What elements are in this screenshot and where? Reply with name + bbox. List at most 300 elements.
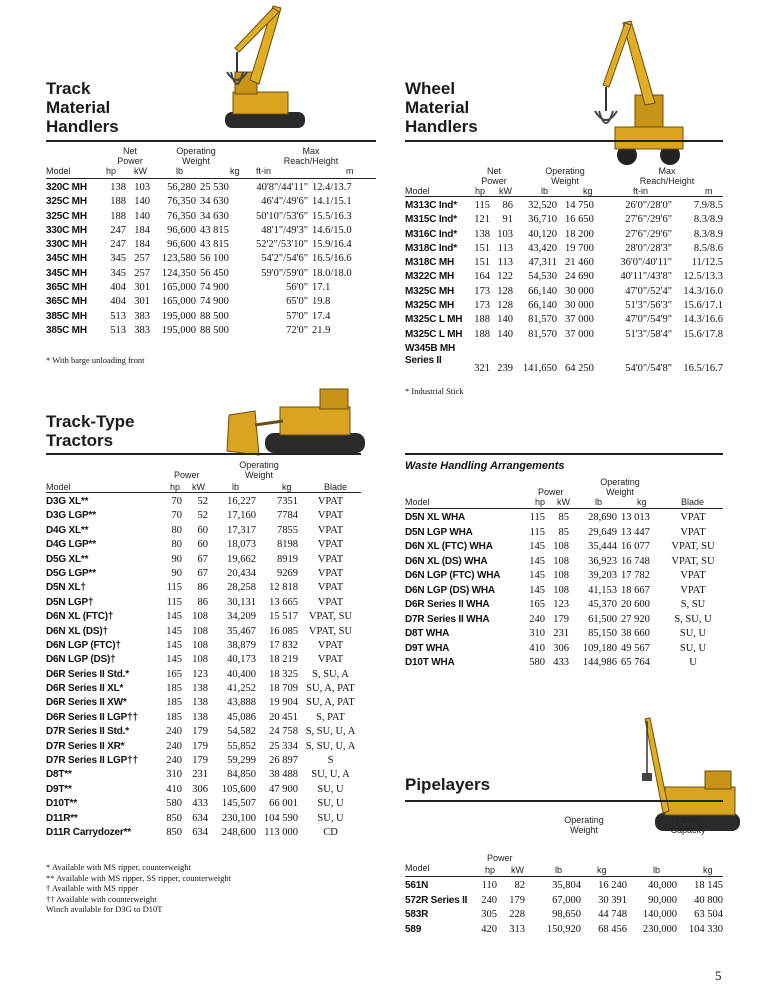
table-row — [46, 626, 361, 640]
track-material-handler-image — [195, 0, 315, 140]
kg-cell: 43 815 — [200, 224, 229, 236]
model-cell: 330C MH — [46, 239, 87, 251]
hp-cell: 145 — [529, 541, 545, 552]
ftin-cell: 26'0"/28'0" — [625, 200, 672, 211]
kw-cell: 257 — [134, 253, 150, 265]
table-row — [405, 628, 723, 643]
wheel-mh-note: * Industrial Stick — [405, 386, 464, 396]
lb-cell: 35,467 — [227, 625, 256, 637]
ftin-cell: 57'0" — [286, 310, 308, 322]
kg-cell: 18 325 — [269, 668, 298, 680]
blade-cell: S — [327, 755, 334, 767]
table-row — [46, 697, 361, 711]
kw-cell: 85 — [558, 526, 569, 538]
model-cell: 561N — [405, 880, 429, 891]
hp-cell: 145 — [166, 654, 182, 666]
hp-cell: 165 — [166, 668, 182, 680]
lb-cell: 165,000 — [161, 282, 196, 294]
lb-cell: 43,888 — [227, 697, 256, 709]
kw-cell: 108 — [192, 654, 208, 666]
kw-cell: 113 — [497, 242, 513, 254]
kg-cell: 12 818 — [269, 582, 298, 594]
lb-cell: 19,662 — [227, 553, 256, 565]
kw-cell: 86 — [197, 582, 208, 594]
kg-cell: 27 920 — [621, 613, 650, 625]
m-cell: 12.5/13.3 — [683, 271, 723, 283]
kg-cell: 104 590 — [263, 812, 298, 824]
lb-cell: 16,227 — [227, 496, 256, 507]
table-row — [46, 296, 376, 310]
kg-cell: 26 897 — [269, 755, 298, 767]
table-row — [405, 570, 723, 585]
blade-cell: VPAT — [317, 553, 344, 565]
lb-cell: 123,580 — [161, 253, 196, 265]
track-type-title: Track-Type Tractors — [46, 412, 135, 450]
kg-cell: 8198 — [277, 539, 298, 551]
model-cell: D6N LGP (FTC) WHA — [405, 570, 501, 581]
lb-cell: 55,852 — [227, 740, 256, 752]
table-row — [46, 225, 376, 239]
pipelayers-rule — [405, 800, 723, 802]
waste-title: Waste Handling Arrangements — [405, 460, 565, 472]
model-cell: D5N LGP† — [46, 596, 94, 608]
blade-cell: S, SU, A — [312, 668, 349, 680]
blade-cell: VPAT — [317, 539, 344, 551]
kw-cell: 231 — [553, 628, 569, 639]
lb-cell: 20,434 — [227, 567, 256, 579]
hp-cell: 121 — [474, 214, 490, 226]
model-cell: D6R Series II XL* — [46, 683, 124, 695]
ftin-cell: 65'0" — [286, 296, 308, 308]
lifting-kg-cell: 104 330 — [688, 923, 723, 935]
blade-cell: VPAT, SU — [308, 611, 353, 623]
hp-cell: 240 — [529, 613, 545, 625]
table-row — [405, 541, 723, 556]
model-cell: 589 — [405, 923, 422, 935]
table-row — [46, 827, 361, 841]
kg-cell: 34 630 — [200, 210, 229, 222]
lb-cell: 39,203 — [588, 570, 617, 581]
lb-cell: 45,370 — [588, 599, 617, 610]
kw-cell: 113 — [497, 257, 513, 269]
kg-cell: 19 700 — [565, 242, 594, 254]
table-row — [405, 300, 723, 314]
track-mh-title: Track Material Handlers — [46, 79, 119, 136]
kw-cell: 179 — [509, 894, 525, 906]
blade-cell: SU, A, PAT — [306, 697, 355, 709]
model-cell: D3G XL** — [46, 496, 89, 507]
lb-cell: 66,140 — [528, 285, 557, 297]
table-row — [46, 510, 361, 524]
hp-cell: 310 — [529, 628, 545, 639]
model-cell: D9T WHA — [405, 642, 450, 654]
kg-cell: 74 900 — [200, 282, 229, 294]
waste-header: Model Power hp kW Operating Weight lb kg Blade — [405, 477, 705, 507]
kg-cell: 20 451 — [269, 711, 298, 723]
kw-cell: 138 — [192, 711, 208, 723]
blade-cell: VPAT — [317, 639, 344, 651]
kg-cell: 7784 — [277, 510, 298, 522]
m-cell: 8.3/8.9 — [693, 228, 723, 240]
pipelayers-header: Model Power hp kW Operating Weight lb kg Lifting Capacity lb kg — [405, 815, 713, 875]
m-cell: 19.8 — [312, 296, 331, 308]
model-cell: D6R Series II Std.* — [46, 668, 129, 680]
lifting-lb-cell: 140,000 — [642, 909, 677, 921]
lb-cell: 40,400 — [227, 668, 256, 680]
kg-cell: 74 900 — [200, 296, 229, 308]
hp-cell: 110 — [481, 880, 497, 891]
table-row — [46, 325, 376, 339]
blade-cell: SU, U — [317, 798, 344, 810]
blade-cell: VPAT, SU — [671, 555, 715, 567]
kw-cell: 60 — [197, 539, 208, 551]
lb-cell: 144,986 — [582, 657, 617, 668]
kg-cell: 18 219 — [269, 654, 298, 666]
model-cell: D6N LGP (DS)† — [46, 654, 116, 666]
kw-cell: 383 — [134, 324, 150, 336]
kw-cell: 86 — [502, 200, 513, 211]
lb-cell: 195,000 — [161, 324, 196, 336]
table-row — [405, 329, 723, 343]
model-cell: D6R Series II LGP†† — [46, 711, 138, 723]
model-cell: 325C MH — [46, 196, 87, 208]
hp-cell: 90 — [171, 567, 182, 579]
wheel-material-handler-image — [575, 15, 695, 170]
kw-cell: 179 — [192, 740, 208, 752]
track-mh-table — [46, 182, 376, 339]
model-cell: D7R Series II LGP†† — [46, 755, 138, 767]
m-cell: 14.6/15.0 — [312, 224, 352, 236]
pipelayers-header-rule — [405, 876, 723, 877]
kw-cell: 82 — [514, 880, 525, 891]
lb-cell: 30,131 — [227, 596, 256, 608]
blade-cell: SU, U — [317, 812, 344, 824]
kg-cell: 38 488 — [269, 769, 298, 781]
table-row — [46, 211, 376, 225]
blade-cell: U — [689, 657, 697, 668]
table-row — [405, 585, 723, 600]
hp-cell: 513 — [110, 324, 126, 336]
hp-cell: 145 — [166, 639, 182, 651]
pipelayers-table — [405, 880, 723, 938]
blade-cell: S, SU, U — [674, 613, 712, 625]
model-cell: M325C L MH — [405, 328, 463, 340]
m-cell: 21.9 — [312, 324, 331, 336]
kg-cell: 68 456 — [598, 923, 627, 935]
kg-cell: 65 764 — [621, 657, 650, 668]
kw-cell: 85 — [558, 512, 569, 523]
ftin-cell: 59'0"/59'0" — [261, 267, 308, 279]
table-row — [46, 798, 361, 812]
kw-cell: 306 — [553, 642, 569, 654]
kg-cell: 88 500 — [200, 310, 229, 322]
model-cell: D4G LGP** — [46, 539, 96, 551]
hp-cell: 145 — [166, 625, 182, 637]
model-cell: D5N XL WHA — [405, 512, 466, 523]
kg-cell: 25 334 — [269, 740, 298, 752]
ftin-cell: 47'0"/54'9" — [625, 314, 672, 326]
model-cell: M315C Ind* — [405, 214, 457, 226]
model-cell: M325C MH — [405, 285, 454, 297]
model-cell: D10T** — [46, 798, 78, 810]
lb-cell: 41,252 — [227, 683, 256, 695]
kg-cell: 17 832 — [269, 639, 298, 651]
model-cell: M318C MH — [405, 257, 454, 269]
hp-cell: 240 — [481, 894, 497, 906]
lb-cell: 28,258 — [227, 582, 256, 594]
kw-cell: 179 — [192, 726, 208, 738]
blade-cell: VPAT — [680, 584, 706, 596]
kg-cell: 30 000 — [565, 285, 594, 297]
lb-cell: 54,530 — [528, 271, 557, 283]
kw-cell: 108 — [553, 570, 569, 581]
model-cell: M325C MH — [405, 300, 454, 312]
lb-cell: 29,649 — [588, 526, 617, 538]
kg-cell: 56 100 — [200, 253, 229, 265]
waste-header-rule — [405, 508, 723, 509]
kg-cell: 16 077 — [621, 541, 650, 552]
model-cell: D8T WHA — [405, 628, 450, 639]
hp-cell: 145 — [529, 570, 545, 581]
model-cell: M313C Ind* — [405, 200, 457, 211]
m-cell: 12.4/13.7 — [312, 182, 352, 193]
table-row — [46, 311, 376, 325]
blade-cell: S, SU, U, A — [305, 740, 356, 752]
kg-cell: 56 450 — [200, 267, 229, 279]
ftin-cell: 52'2"/53'10" — [255, 239, 308, 251]
kg-cell: 7855 — [277, 524, 298, 536]
kg-cell: 20 600 — [621, 599, 650, 610]
lb-cell: 145,507 — [221, 798, 256, 810]
ftin-cell: 50'10"/53'6" — [255, 210, 308, 222]
kg-cell: 16 240 — [598, 880, 627, 891]
table-row — [46, 253, 376, 267]
model-cell: M316C Ind* — [405, 228, 457, 240]
hp-cell: 404 — [110, 282, 126, 294]
hp-cell: 410 — [166, 783, 182, 795]
blade-cell: S, SU — [680, 599, 706, 610]
lifting-lb-cell: 90,000 — [648, 894, 677, 906]
model-cell: D5N LGP WHA — [405, 526, 473, 538]
kg-cell: 13 013 — [621, 512, 650, 523]
wheel-mh-header: Model Net Power hp kW Operating Weight lb kg Max Reach/Height ft-in m — [405, 166, 713, 196]
model-cell: 365C MH — [46, 282, 87, 294]
m-cell: 14.1/15.1 — [312, 196, 352, 208]
model-cell: D7R Series II Std.* — [46, 726, 129, 738]
lb-cell: 45,086 — [227, 711, 256, 723]
blade-cell: SU, U — [317, 783, 344, 795]
kw-cell: 140 — [497, 328, 513, 340]
kg-cell: 9269 — [277, 567, 298, 579]
lb-cell: 84,850 — [227, 769, 256, 781]
hp-cell: 145 — [529, 555, 545, 567]
hp-cell: 580 — [529, 657, 545, 668]
table-row — [46, 239, 376, 253]
table-row — [405, 556, 723, 571]
kw-cell: 140 — [497, 314, 513, 326]
model-cell: D10T WHA — [405, 657, 455, 668]
m-cell: 15.6/17.1 — [683, 300, 723, 312]
hp-cell: 145 — [166, 611, 182, 623]
kg-cell: 24 758 — [269, 726, 298, 738]
lb-cell: 36,923 — [588, 555, 617, 567]
blade-cell: CD — [323, 826, 338, 838]
lb-cell: 35,804 — [552, 880, 581, 891]
lb-cell: 98,650 — [552, 909, 581, 921]
model-cell: D6N LGP (FTC)† — [46, 639, 121, 651]
kg-cell: 18 200 — [565, 228, 594, 240]
m-cell: 18.0/18.0 — [312, 267, 352, 279]
blade-cell: VPAT — [680, 526, 706, 538]
track-type-tractor-image — [225, 385, 375, 460]
ftin-cell: 47'0"/52'4" — [625, 285, 672, 297]
model-cell: D6R Series II WHA — [405, 599, 490, 610]
kw-cell: 52 — [197, 496, 208, 507]
model-cell: 345C MH — [46, 253, 87, 265]
model-cell: M318C Ind* — [405, 242, 457, 254]
kw-cell: 138 — [192, 697, 208, 709]
kg-cell: 18 709 — [269, 683, 298, 695]
blade-cell: VPAT, SU — [308, 625, 353, 637]
model-cell: D6N XL (FTC)† — [46, 611, 114, 623]
lb-cell: 32,520 — [528, 200, 557, 211]
track-mh-header: Model Net Power hp kW Operating Weight lb kg Max Reach/Height ft-in m — [46, 146, 354, 176]
ftin-cell: 51'3"/58'4" — [625, 328, 672, 340]
table-row — [46, 282, 376, 296]
lb-cell: 195,000 — [161, 310, 196, 322]
ftin-cell: 40'11"/43'8" — [620, 271, 672, 283]
ftin-cell: 54'2"/54'6" — [261, 253, 308, 265]
m-cell: 17.1 — [312, 282, 331, 294]
kg-cell: 16 085 — [269, 625, 298, 637]
lb-cell: 81,570 — [528, 328, 557, 340]
lb-cell: 105,600 — [221, 783, 256, 795]
kw-cell: 108 — [553, 541, 569, 552]
kw-cell: 108 — [192, 625, 208, 637]
model-cell: 583R — [405, 909, 429, 921]
table-row — [46, 784, 361, 798]
kg-cell: 13 447 — [621, 526, 650, 538]
table-row — [46, 525, 361, 539]
page-number: 5 — [715, 968, 722, 983]
hp-cell: 138 — [110, 182, 126, 193]
hp-cell: 240 — [166, 740, 182, 752]
kw-cell: 140 — [134, 196, 150, 208]
m-cell: 8.5/8.6 — [693, 242, 723, 254]
kg-cell: 24 690 — [565, 271, 594, 283]
hp-cell: 240 — [166, 755, 182, 767]
kg-cell: 8919 — [277, 553, 298, 565]
track-type-table — [46, 496, 361, 841]
hp-cell: 80 — [171, 524, 182, 536]
hp-cell: 70 — [171, 496, 182, 507]
lb-cell: 54,582 — [227, 726, 256, 738]
kw-cell: 103 — [134, 182, 150, 193]
hp-cell: 115 — [166, 596, 182, 608]
hp-cell: 151 — [474, 242, 490, 254]
lb-cell: 61,500 — [588, 613, 617, 625]
table-row — [405, 657, 723, 672]
kg-cell: 44 748 — [598, 909, 627, 921]
model-cell: D7R Series II XR* — [46, 740, 125, 752]
kg-cell: 88 500 — [200, 324, 229, 336]
table-row — [405, 243, 723, 257]
kw-cell: 108 — [553, 584, 569, 596]
model-cell: M322C MH — [405, 271, 454, 283]
table-row — [46, 683, 361, 697]
kg-cell: 113 000 — [264, 826, 298, 838]
model-cell: 320C MH — [46, 182, 87, 193]
kw-cell: 108 — [553, 555, 569, 567]
lb-cell: 40,173 — [227, 654, 256, 666]
kg-cell: 34 630 — [200, 196, 229, 208]
kw-cell: 123 — [553, 599, 569, 610]
lb-cell: 248,600 — [221, 826, 256, 838]
kw-cell: 67 — [197, 553, 208, 565]
lb-cell: 43,420 — [528, 242, 557, 254]
blade-cell: VPAT — [680, 512, 706, 523]
hp-cell: 404 — [110, 296, 126, 308]
kg-cell: 19 904 — [269, 697, 298, 709]
table-row — [405, 880, 723, 895]
kg-cell: 38 660 — [621, 628, 650, 639]
lb-cell: 41,153 — [588, 584, 617, 596]
table-row — [405, 286, 723, 300]
kg-cell: 37 000 — [565, 314, 594, 326]
kw-cell: 108 — [192, 639, 208, 651]
kg-cell: 17 782 — [621, 570, 650, 581]
table-row — [46, 554, 361, 568]
hp-cell: 240 — [166, 726, 182, 738]
table-row — [46, 597, 361, 611]
model-cell: 345C MH — [46, 267, 87, 279]
hp-cell: 115 — [166, 582, 182, 594]
wheel-mh-title: Wheel Material Handlers — [405, 79, 478, 136]
m-cell: 15.6/17.8 — [683, 328, 723, 340]
model-cell: D11R** — [46, 812, 78, 824]
kg-cell: 13 665 — [269, 596, 298, 608]
hp-cell: 188 — [474, 328, 490, 340]
hp-cell: 345 — [110, 253, 126, 265]
blade-cell: VPAT — [317, 582, 344, 594]
hp-cell: 164 — [474, 271, 490, 283]
table-row — [405, 614, 723, 629]
kw-cell: 128 — [497, 285, 513, 297]
ftin-cell: 27'6"/29'6" — [625, 228, 672, 240]
hp-cell: 173 — [474, 300, 490, 312]
kg-cell: 21 460 — [565, 257, 594, 269]
hp-cell: 420 — [481, 923, 497, 935]
table-row — [46, 539, 361, 553]
table-row — [46, 755, 361, 769]
kw-cell: 179 — [192, 755, 208, 767]
lifting-kg-cell: 40 800 — [694, 894, 723, 906]
track-mh-rule — [46, 140, 376, 142]
kw-cell: 634 — [192, 826, 208, 838]
m-cell: 7.9/8.5 — [693, 200, 723, 211]
table-row — [46, 640, 361, 654]
kw-cell: 108 — [192, 611, 208, 623]
hp-cell: 80 — [171, 539, 182, 551]
blade-cell: VPAT — [317, 654, 344, 666]
kg-cell: 43 815 — [200, 239, 229, 251]
model-cell: 572R Series II — [405, 894, 468, 906]
kw-cell: 123 — [192, 668, 208, 680]
kw-cell: 122 — [497, 271, 513, 283]
model-cell: D5G LGP** — [46, 567, 96, 579]
kg-cell: 18 667 — [621, 584, 650, 596]
hp-cell: 345 — [110, 267, 126, 279]
